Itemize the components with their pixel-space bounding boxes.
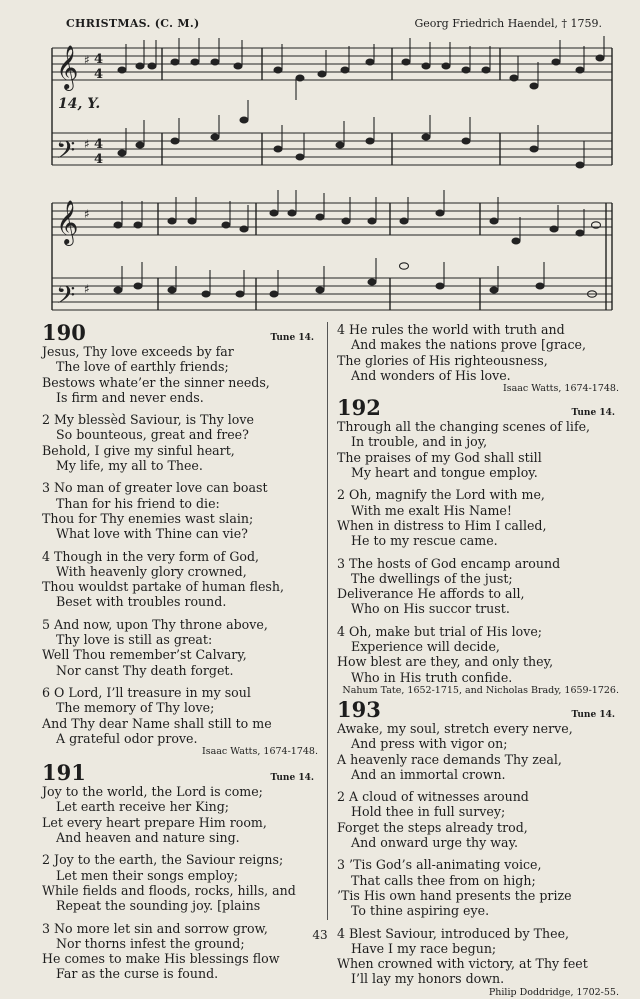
verse-line: My life, my all to Thee. — [56, 458, 203, 474]
verse-line: Thy love is still as great: — [56, 632, 213, 648]
hymn-190 — [42, 322, 318, 758]
verse-line: And an immortal crown. — [351, 766, 506, 782]
verse-line: He to my rescue came. — [351, 533, 498, 549]
verse-line: 3 No man of greater love can boast — [42, 480, 268, 496]
verse-line: Forget the steps already trod, — [337, 819, 528, 835]
verse — [337, 857, 619, 918]
verse-line: When crowned with victory, at Thy feet — [337, 956, 588, 972]
svg-text:♯: ♯ — [84, 282, 90, 296]
verse-line: Beset with troubles round. — [56, 594, 227, 610]
verse-line: With me exalt His Name! — [351, 502, 512, 518]
svg-text:♯: ♯ — [84, 53, 90, 67]
hymn-193 — [337, 696, 619, 999]
verse-line: What love with Thine can vie? — [56, 526, 248, 542]
composer-credit: Georg Friedrich Haendel, † 1759. — [414, 17, 602, 30]
verse-line: Thou for Thy enemies wast slain; — [42, 510, 254, 526]
hymn-author: Philip Doddridge, 1702-55. — [488, 986, 619, 998]
verse — [42, 344, 318, 405]
hymn-author: Isaac Watts, 1674-1748. — [502, 383, 619, 395]
verse-line: Thou wouldst partake of human flesh, — [42, 579, 285, 595]
verse-line: Nor thorns infest the ground; — [56, 935, 245, 951]
verse-line: In trouble, and in joy, — [351, 434, 488, 450]
verse-line: The memory of Thy love; — [56, 700, 215, 716]
verse-line: Who on His succor trust. — [351, 601, 510, 617]
music-score — [0, 0, 640, 320]
right-column — [337, 322, 619, 999]
verse-line: 3 No more let sin and sorrow grow, — [42, 920, 268, 936]
verse-line: Let every heart prepare Him room, — [42, 814, 267, 830]
verse-line: 2 My blessèd Saviour, is Thy love — [42, 412, 254, 428]
verse-line: With heavenly glory crowned, — [56, 563, 247, 579]
verse-line: A grateful odor prove. — [56, 730, 198, 746]
hymn-191 — [42, 762, 318, 982]
svg-text:𝄞: 𝄞 — [56, 45, 79, 89]
verse — [337, 721, 619, 782]
verse-line: Deliverance He affords to all, — [337, 586, 525, 602]
verse — [42, 685, 318, 746]
hymn-number: 193 — [337, 696, 381, 722]
verse-line: And heaven and nature sing. — [56, 830, 240, 846]
verse — [337, 487, 619, 548]
verse-line: Let men their songs employ; — [56, 867, 239, 883]
verse — [42, 784, 318, 845]
verse — [337, 789, 619, 850]
svg-text:4: 4 — [94, 67, 104, 82]
verse-line: Far as the curse is found. — [56, 966, 219, 982]
notes — [114, 36, 604, 297]
tune-ref: Tune 14. — [571, 709, 615, 720]
verse-line: That calls thee from on high; — [351, 872, 536, 888]
hymn-number: 190 — [42, 320, 86, 345]
hymn-number: 192 — [337, 395, 381, 421]
verse-line: And makes the nations prove [grace, — [351, 337, 587, 353]
verse-line: Through all the changing scenes of life, — [337, 419, 591, 435]
verse-line: The dwellings of the just; — [351, 570, 513, 586]
clefs — [56, 45, 103, 316]
verse-line: 3 ’Tis God’s all-animating voice, — [337, 857, 542, 873]
staff-lines — [52, 48, 612, 310]
verse-line: Have I my race begun; — [351, 940, 497, 956]
verse-line: How blest are they, and only they, — [337, 654, 554, 670]
verse-line: 2 A cloud of witnesses around — [337, 789, 529, 805]
verse-line: Than for his friend to die: — [56, 495, 220, 511]
hymn-191-continued — [337, 322, 619, 395]
verse-line: To thine aspiring eye. — [351, 903, 490, 919]
bar-lines — [52, 48, 612, 310]
verse-line: ’Tis His own hand presents the prize — [337, 887, 572, 903]
svg-text:♯: ♯ — [84, 207, 90, 221]
verse — [337, 556, 619, 617]
verse — [42, 480, 318, 541]
tune-number-label: 14, Y. — [58, 96, 101, 112]
page-number: 43 — [312, 928, 328, 942]
verse — [337, 419, 619, 480]
verse-line: 4 Blest Saviour, introduced by Thee, — [337, 925, 570, 941]
verse-line: 4 Oh, make but trial of His love; — [337, 623, 543, 639]
tune-ref: Tune 14. — [571, 408, 615, 419]
verse-line: Repeat the sounding joy. [plains — [56, 898, 261, 914]
verse-line: 6 O Lord, I’ll treasure in my soul — [42, 684, 251, 700]
verse-line: And wonders of His love. — [351, 367, 511, 383]
verse-line: So bounteous, great and free? — [56, 427, 249, 443]
verse-line: Is firm and never ends. — [56, 389, 204, 405]
verse-line: 4 He rules the world with truth and — [337, 322, 565, 337]
verse — [42, 852, 318, 913]
verse-line: I’ll lay my honors down. — [351, 971, 505, 987]
verse-line: Jesus, Thy love exceeds by far — [42, 344, 234, 359]
verse-line: Hold thee in full survey; — [351, 804, 506, 820]
verse-line: He comes to make His blessings flow — [42, 951, 280, 967]
verse-line: While fields and floods, rocks, hills, and — [42, 882, 296, 898]
verse-line: 2 Oh, magnify the Lord with me, — [337, 487, 545, 503]
tune-ref: Tune 14. — [270, 773, 314, 784]
verse — [337, 322, 619, 383]
verse-line: Let earth receive her King; — [56, 799, 230, 815]
verse-line: 5 And now, upon Thy throne above, — [42, 616, 268, 632]
column-divider — [327, 322, 328, 920]
svg-text:𝄞: 𝄞 — [56, 200, 79, 244]
hymn-number: 191 — [42, 760, 86, 786]
tune-title: CHRISTMAS. (C. M.) — [66, 17, 200, 30]
verse-line: A heavenly race demands Thy zeal, — [337, 751, 562, 767]
svg-text:4: 4 — [94, 137, 104, 152]
verse-line: Behold, I give my sinful heart, — [42, 442, 235, 458]
verse-line: Who in His truth confide. — [351, 669, 513, 685]
verse-line: My heart and tongue employ. — [351, 465, 538, 481]
verse-line: The glories of His righteousness, — [337, 352, 548, 368]
verse-line: 3 The hosts of God encamp around — [337, 555, 561, 571]
hymn-192 — [337, 397, 619, 697]
verse-line: Nor canst Thy death forget. — [56, 662, 234, 678]
verse-line: Well Thou remember’st Calvary, — [42, 647, 247, 663]
verse — [337, 624, 619, 685]
verse — [42, 549, 318, 610]
verse-line: Awake, my soul, stretch every nerve, — [337, 720, 573, 736]
verse-line: And Thy dear Name shall still to me — [42, 715, 272, 731]
verse-line: And press with vigor on; — [351, 736, 508, 752]
hymn-author: Nahum Tate, 1652-1715, and Nicholas Brady, 1659-1726. — [342, 684, 619, 696]
left-column — [42, 322, 318, 982]
verse-line: 2 Joy to the earth, the Saviour reigns; — [42, 852, 284, 868]
svg-text:4: 4 — [94, 152, 104, 167]
hymn-author: Isaac Watts, 1674-1748. — [201, 746, 318, 758]
svg-text:𝄢: 𝄢 — [56, 281, 76, 316]
tune-ref: Tune 14. — [270, 333, 314, 343]
svg-text:𝄢: 𝄢 — [56, 136, 76, 171]
verse — [42, 412, 318, 473]
verse-line: And onward urge thy way. — [351, 835, 519, 851]
verse-line: Experience will decide, — [351, 639, 500, 655]
verse-line: The love of earthly friends; — [56, 359, 229, 375]
verse-line: 4 Though in the very form of God, — [42, 548, 260, 564]
svg-text:4: 4 — [94, 52, 104, 67]
verse-line: When in distress to Him I called, — [337, 517, 547, 533]
verse — [42, 617, 318, 678]
verse-line: The praises of my God shall still — [337, 449, 542, 465]
verse-line: Joy to the world, the Lord is come; — [42, 784, 263, 800]
verse-line: Bestows whate’er the sinner needs, — [42, 374, 270, 390]
svg-text:♯: ♯ — [84, 137, 90, 151]
